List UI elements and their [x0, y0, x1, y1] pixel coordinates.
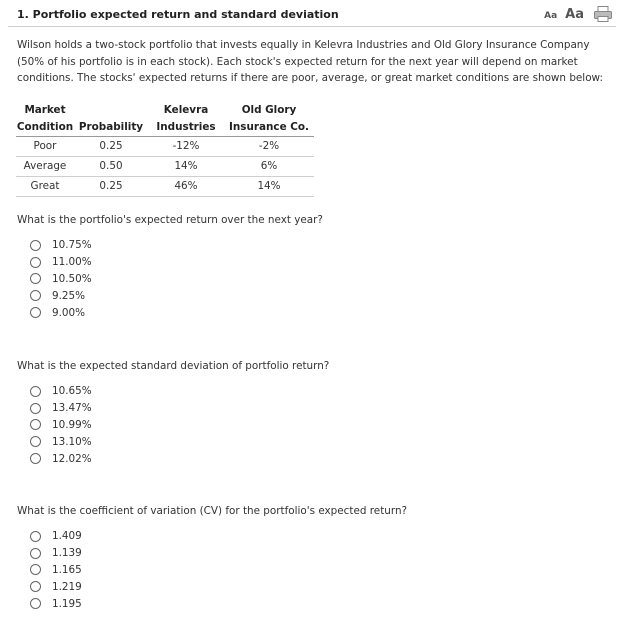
options-coefficient-of-variation — [30, 528, 82, 612]
answer-option[interactable]: 10.75% — [30, 237, 92, 254]
table-cell: 14% — [224, 177, 314, 197]
answer-option[interactable]: 11.00% — [30, 254, 92, 271]
answer-option[interactable]: 13.47% — [30, 400, 92, 417]
answer-option[interactable]: 1.409 — [30, 528, 82, 545]
header-probability: Probability — [74, 102, 148, 137]
table-cell: Average — [16, 157, 74, 177]
table-cell: 0.25 — [74, 177, 148, 197]
radio-button[interactable] — [30, 290, 41, 301]
answer-option[interactable]: 10.50% — [30, 271, 92, 288]
radio-button[interactable] — [30, 403, 41, 414]
answer-option[interactable]: 12.02% — [30, 450, 92, 467]
radio-button[interactable] — [30, 419, 41, 430]
options-standard-deviation — [30, 383, 92, 467]
table-cell: Great — [16, 177, 74, 197]
printer-icon[interactable] — [594, 6, 612, 22]
table-cell: 46% — [148, 177, 224, 197]
header-kelevra: Kelevra Industries — [148, 102, 224, 137]
radio-button[interactable] — [30, 240, 41, 251]
radio-button[interactable] — [30, 273, 41, 284]
options-expected-return — [30, 237, 92, 321]
radio-button[interactable] — [30, 386, 41, 397]
radio-button[interactable] — [30, 564, 41, 575]
table-cell: -12% — [148, 137, 224, 157]
table-row — [16, 137, 314, 157]
answer-option[interactable]: 1.139 — [30, 545, 82, 562]
answer-option[interactable]: 1.165 — [30, 562, 82, 579]
problem-intro: Wilson holds a two-stock portfolio that invests equally in Kelevra Industries and Old Glory Insurance Company (50% of his portfolio is in each stock). Each stock's expected return for the next year will depend on market conditions. The stocks' expected returns if there are poor, average, or great market conditions are shown below: — [17, 39, 603, 84]
answer-option[interactable]: 1.195 — [30, 595, 82, 612]
answer-option[interactable]: 10.99% — [30, 417, 92, 434]
table-cell: -2% — [224, 137, 314, 157]
answer-option[interactable]: 1.219 — [30, 578, 82, 595]
question-standard-deviation: What is the expected standard deviation of portfolio return? — [17, 360, 330, 372]
radio-button[interactable] — [30, 257, 41, 268]
table-cell: 14% — [148, 157, 224, 177]
answer-option[interactable]: 9.00% — [30, 304, 92, 321]
table-row — [16, 157, 314, 177]
question-coefficient-of-variation: What is the coefficient of variation (CV) for the portfolio's expected return? — [17, 505, 408, 517]
table-cell: Poor — [16, 137, 74, 157]
table-cell: 0.50 — [74, 157, 148, 177]
header-market-condition: Market Condition — [16, 102, 74, 137]
table-row — [16, 177, 314, 197]
radio-button[interactable] — [30, 581, 41, 592]
market-outcomes-table — [16, 102, 314, 197]
radio-button[interactable] — [30, 453, 41, 464]
question-expected-return: What is the portfolio's expected return over the next year? — [17, 214, 323, 226]
header-old-glory: Old Glory Insurance Co. — [224, 102, 314, 137]
radio-button[interactable] — [30, 436, 41, 447]
answer-option[interactable]: 13.10% — [30, 433, 92, 450]
radio-button[interactable] — [30, 598, 41, 609]
table-cell: 6% — [224, 157, 314, 177]
toolbar — [544, 6, 612, 22]
header-divider — [8, 26, 616, 27]
answer-option[interactable]: 9.25% — [30, 287, 92, 304]
radio-button[interactable] — [30, 548, 41, 559]
radio-button[interactable] — [30, 307, 41, 318]
table-cell: 0.25 — [74, 137, 148, 157]
question-title: 1. Portfolio expected return and standard deviation — [17, 8, 339, 21]
font-size-small-button[interactable]: Aa — [544, 11, 558, 21]
radio-button[interactable] — [30, 531, 41, 542]
answer-option[interactable]: 10.65% — [30, 383, 92, 400]
font-size-large-button[interactable]: Aa — [565, 7, 584, 22]
